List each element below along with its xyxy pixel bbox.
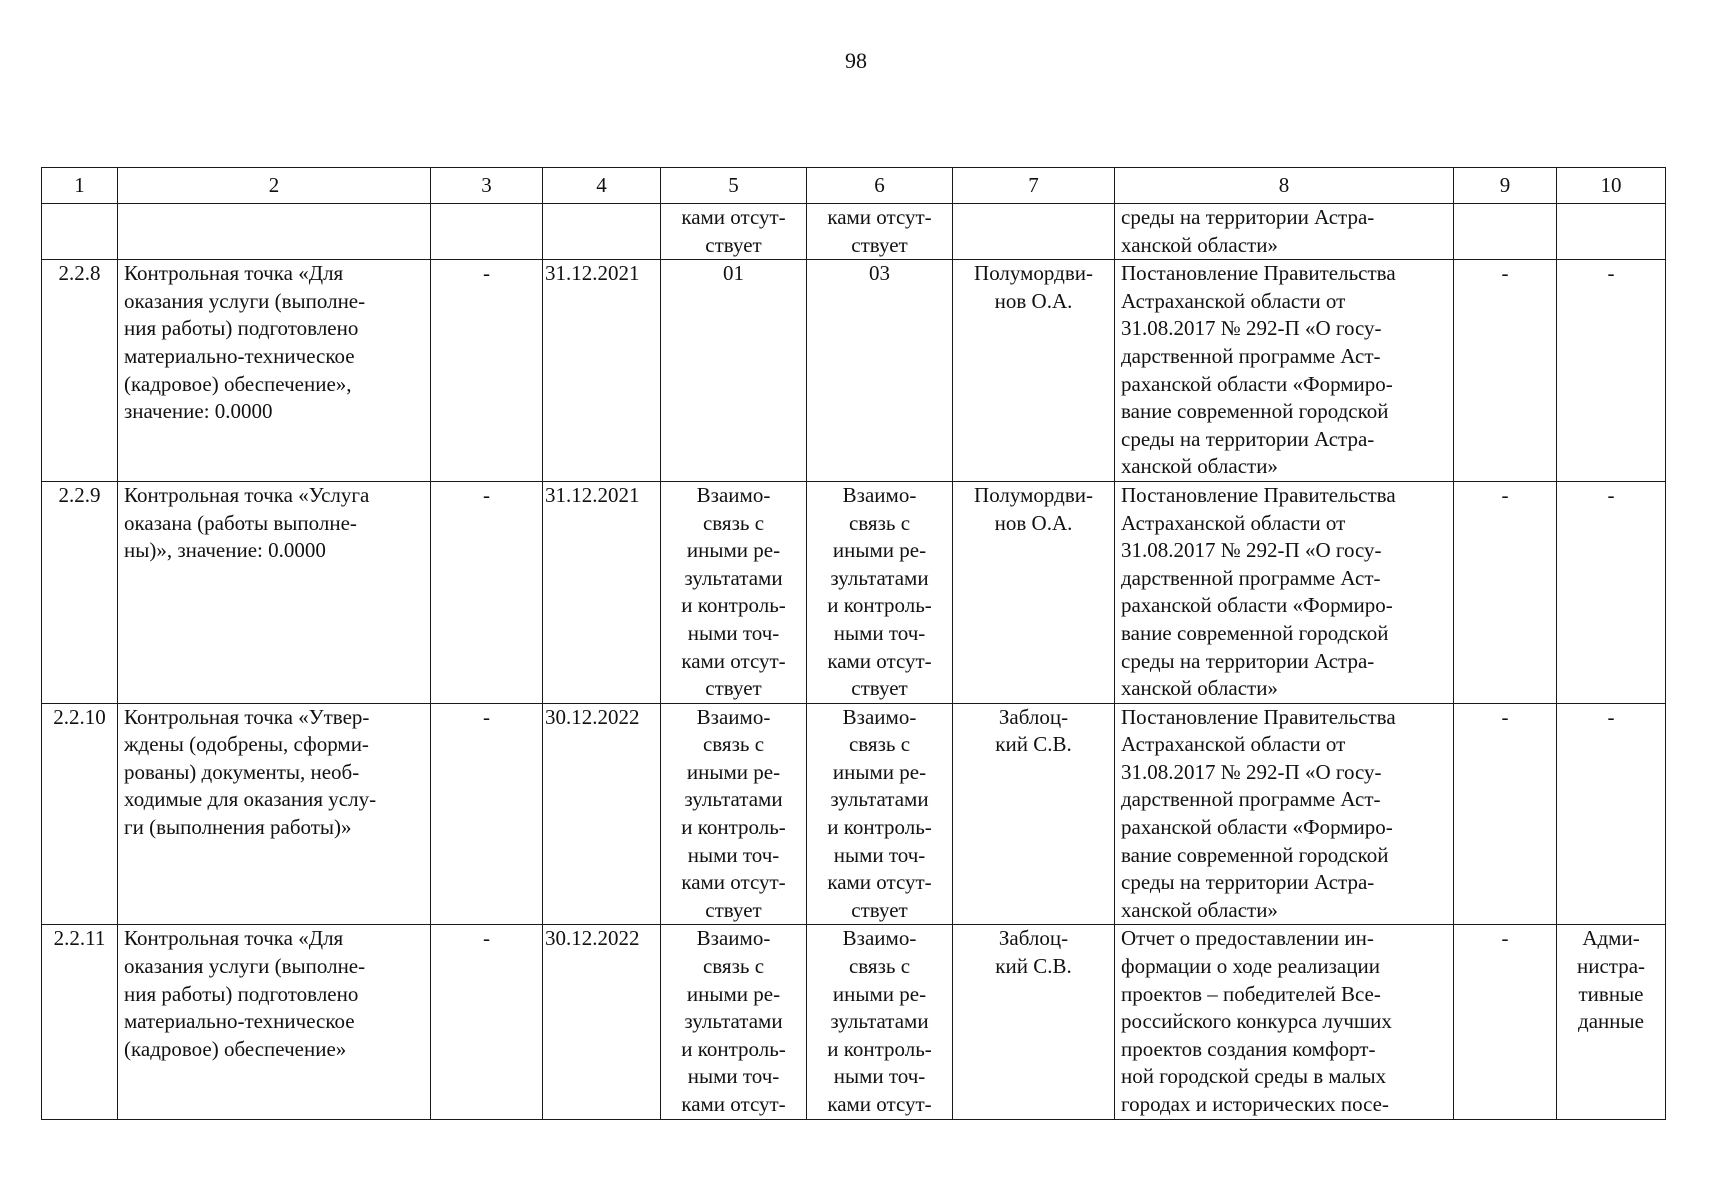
table-row [42, 481, 1666, 703]
col-header-7: 7 [953, 168, 1115, 204]
responsible-person: Полумордви- нов О.А. [953, 481, 1115, 703]
row-number: 2.2.9 [42, 481, 118, 703]
cell-col-3: - [431, 260, 543, 482]
responsible-person: Заблоц- кий С.В. [953, 703, 1115, 925]
col-header-1: 1 [42, 168, 118, 204]
control-point-description: Контрольная точка «Утвер- ждены (одобрены, сформи- рованы) документы, необ- ходимые для оказания услу- ги (выполнения работы)» [118, 703, 431, 925]
cell-col-9: - [1454, 703, 1557, 925]
col-header-9: 9 [1454, 168, 1557, 204]
cell-col-5: Взаимо- связь с иными ре- зультатами и контроль- ными точ- ками отсут- ствует [661, 703, 807, 925]
source-document: среды на территории Астра- ханской области» [1115, 204, 1454, 260]
col-header-10: 10 [1557, 168, 1666, 204]
col-header-6: 6 [807, 168, 953, 204]
cell-col-9: - [1454, 481, 1557, 703]
cell-col-5: 01 [661, 260, 807, 482]
cell-col-6: Взаимо- связь с иными ре- зультатами и контроль- ными точ- ками отсут- ствует [807, 703, 953, 925]
col-header-3: 3 [431, 168, 543, 204]
table-row [42, 925, 1666, 1119]
date-cell [543, 204, 661, 260]
cell-col-9: - [1454, 925, 1557, 1119]
date-cell: 31.12.2021 [543, 481, 661, 703]
row-number [42, 204, 118, 260]
control-points-table [41, 167, 1666, 1120]
source-document: Постановление Правительства Астраханской области от 31.08.2017 № 292-П «О госу- дарственной программе Аст- раханской области «Формиро- вание современной городской среды на территории Астра- ханской области» [1115, 481, 1454, 703]
header-row [42, 168, 1666, 204]
cell-col-6: Взаимо- связь с иными ре- зультатами и контроль- ными точ- ками отсут- [807, 925, 953, 1119]
cell-col-5: ками отсут- ствует [661, 204, 807, 260]
row-number: 2.2.8 [42, 260, 118, 482]
col-header-2: 2 [118, 168, 431, 204]
date-cell: 30.12.2022 [543, 925, 661, 1119]
responsible-person: Заблоц- кий С.В. [953, 925, 1115, 1119]
row-number: 2.2.11 [42, 925, 118, 1119]
cell-col-3: - [431, 481, 543, 703]
col-header-8: 8 [1115, 168, 1454, 204]
source-document: Отчет о предоставлении ин- формации о ходе реализации проектов – победителей Все- российского конкурса лучших проектов создания комфорт- ной городской среды в малых городах и исторических посе- [1115, 925, 1454, 1119]
col-header-4: 4 [543, 168, 661, 204]
responsible-person: Полумордви- нов О.А. [953, 260, 1115, 482]
responsible-person [953, 204, 1115, 260]
source-document: Постановление Правительства Астраханской области от 31.08.2017 № 292-П «О госу- дарственной программе Аст- раханской области «Формиро- вание современной городской среды на территории Астра- ханской области» [1115, 260, 1454, 482]
cell-col-5: Взаимо- связь с иными ре- зультатами и контроль- ными точ- ками отсут- [661, 925, 807, 1119]
cell-col-6: Взаимо- связь с иными ре- зультатами и контроль- ными точ- ками отсут- ствует [807, 481, 953, 703]
cell-col-10: - [1557, 481, 1666, 703]
cell-col-3: - [431, 925, 543, 1119]
cell-col-9: - [1454, 260, 1557, 482]
control-point-description: Контрольная точка «Для оказания услуги (выполне- ния работы) подготовлено материально-техническое (кадровое) обеспечение», значение: 0.0000 [118, 260, 431, 482]
source-document: Постановление Правительства Астраханской области от 31.08.2017 № 292-П «О госу- дарственной программе Аст- раханской области «Формиро- вание современной городской среды на территории Астра- ханской области» [1115, 703, 1454, 925]
cell-col-10: - [1557, 260, 1666, 482]
table-row [42, 204, 1666, 260]
cell-col-3: - [431, 703, 543, 925]
table-row [42, 703, 1666, 925]
cell-col-10: - [1557, 703, 1666, 925]
cell-col-5: Взаимо- связь с иными ре- зультатами и контроль- ными точ- ками отсут- ствует [661, 481, 807, 703]
cell-col-3 [431, 204, 543, 260]
page-number: 98 [845, 48, 867, 73]
date-cell: 30.12.2022 [543, 703, 661, 925]
cell-col-9 [1454, 204, 1557, 260]
control-point-description [118, 204, 431, 260]
cell-col-6: ками отсут- ствует [807, 204, 953, 260]
date-cell: 31.12.2021 [543, 260, 661, 482]
cell-col-6: 03 [807, 260, 953, 482]
table-row [42, 260, 1666, 482]
col-header-5: 5 [661, 168, 807, 204]
control-point-description: Контрольная точка «Для оказания услуги (выполне- ния работы) подготовлено материально-техническое (кадровое) обеспечение» [118, 925, 431, 1119]
row-number: 2.2.10 [42, 703, 118, 925]
table-header [42, 168, 1666, 204]
cell-col-10: Адми- нистра- тивные данные [1557, 925, 1666, 1119]
control-point-description: Контрольная точка «Услуга оказана (работы выполне- ны)», значение: 0.0000 [118, 481, 431, 703]
cell-col-10 [1557, 204, 1666, 260]
